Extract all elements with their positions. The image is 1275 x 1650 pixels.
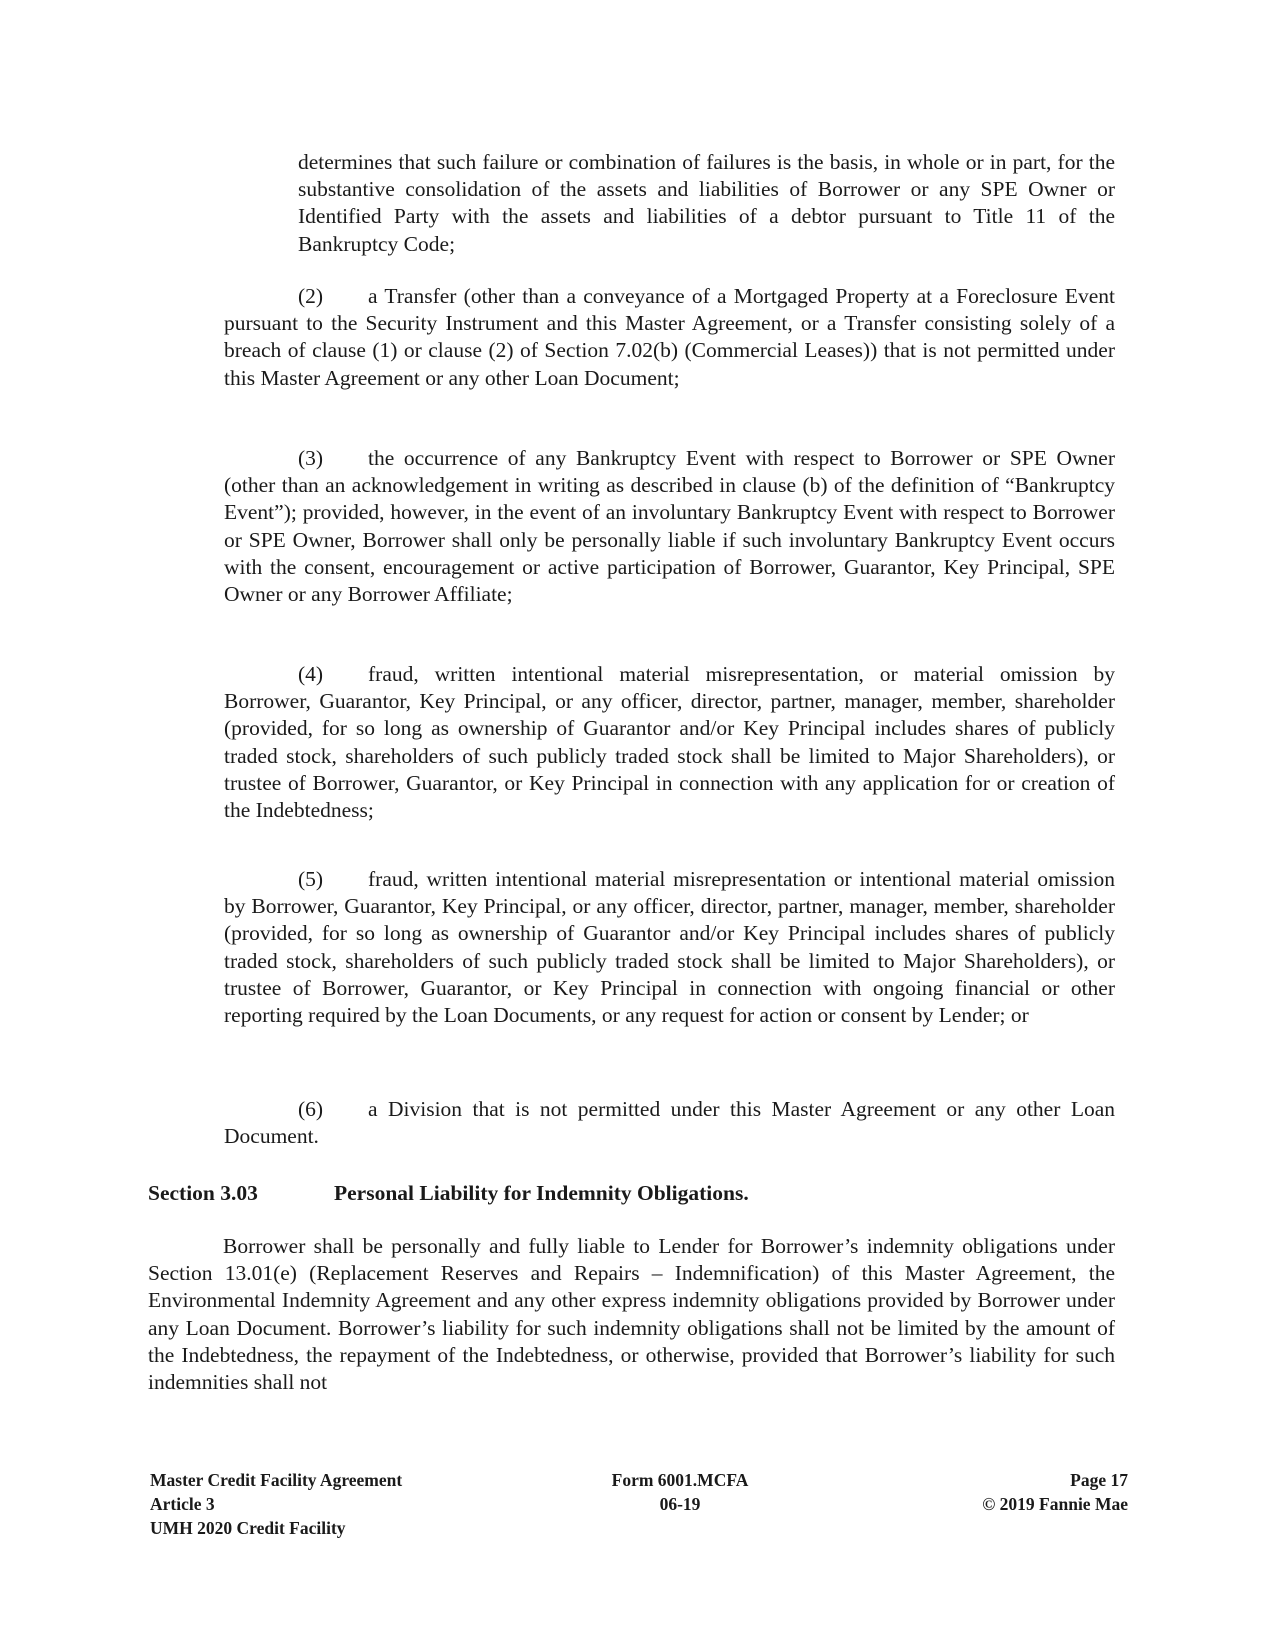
clause-text: a Division that is not permitted under this Master Agreement or any other Loan Document. bbox=[224, 1097, 1115, 1149]
clause-text: fraud, written intentional material misrepresentation or intentional material omission by Borrower, Guarantor, Key Principal, or any officer, director, partner, manager, member, shareholder (provided, for so long as ownership of Guarantor and/or Key Principal includes shares of publicly traded stock, shareholders of such publicly traded stock shall be limited to Major Shareholders), or trustee of Borrower, Guarantor, or Key Principal in connection with ongoing financial or other reporting required by the Loan Documents, or any request for action or consent by Lender; or bbox=[224, 867, 1115, 1028]
footer-copyright: © 2019 Fannie Mae bbox=[982, 1494, 1128, 1514]
section-title: Personal Liability for Indemnity Obligations. bbox=[334, 1181, 749, 1205]
section-heading bbox=[148, 1180, 749, 1207]
clause-number: (2) bbox=[298, 284, 324, 308]
footer-page-number: Page 17 bbox=[1070, 1470, 1128, 1490]
section-body-paragraph: Borrower shall be personally and fully liable to Lender for Borrower’s indemnity obligations under Section 13.01(e) (Replacement Reserves and Repairs – Indemnification) of this Master Agreement, the Environmental Indemnity Agreement and any other express indemnity obligations provided by Borrower under any Loan Document. Borrower’s liability for such indemnity obligations shall not be limited by the amount of the Indebtedness, the repayment of the Indebtedness, or otherwise, provided that Borrower’s liability for such indemnities shall not bbox=[148, 1234, 1115, 1395]
clause-text: fraud, written intentional material misrepresentation, or material omission by Borrower, Guarantor, Key Principal, or any officer, director, partner, manager, member, shareholder (provided, for so long as ownership of Guarantor and/or Key Principal includes shares of publicly traded stock, shareholders of such publicly traded stock shall be limited to Major Shareholders), or trustee of Borrower, Guarantor, or Key Principal in connection with any application for or creation of the Indebtedness; bbox=[224, 662, 1115, 823]
footer-form-number: Form 6001.MCFA bbox=[611, 1470, 749, 1490]
footer-document-title: Master Credit Facility Agreement bbox=[150, 1470, 403, 1490]
clause-3 bbox=[224, 445, 1115, 608]
clause-5 bbox=[224, 866, 1115, 1029]
footer-right bbox=[880, 1468, 1128, 1516]
clause-2 bbox=[224, 283, 1115, 392]
clause-number: (5) bbox=[298, 867, 324, 891]
clause-text: the occurrence of any Bankruptcy Event with respect to Borrower or SPE Owner (other than an acknowledgement in writing as described in clause (b) of the definition of “Bankruptcy Event”); provided, however, in the event of an involuntary Bankruptcy Event with respect to Borrower or SPE Owner, Borrower shall only be personally liable if such involuntary Bankruptcy Event occurs with the consent, encouragement or active participation of Borrower, Guarantor, Key Principal, SPE Owner or any Borrower Affiliate; bbox=[224, 446, 1115, 607]
clause-4 bbox=[224, 661, 1115, 824]
footer-article: Article 3 bbox=[150, 1494, 215, 1514]
continuation-paragraph: determines that such failure or combination of failures is the basis, in whole or in part, for the substantive consolidation of the assets and liabilities of Borrower or any SPE Owner or Identified Party with the assets and liabilities of a debtor pursuant to Title 11 of the Bankruptcy Code; bbox=[298, 150, 1115, 256]
clause-number: (6) bbox=[298, 1097, 324, 1121]
clause-number: (3) bbox=[298, 446, 324, 470]
clause-6 bbox=[224, 1096, 1115, 1150]
footer-form-date: 06-19 bbox=[659, 1494, 701, 1514]
footer-facility-name: UMH 2020 Credit Facility bbox=[150, 1518, 346, 1538]
clause-text: a Transfer (other than a conveyance of a Mortgaged Property at a Foreclosure Event pursuant to the Security Instrument and this Master Agreement, or a Transfer consisting solely of a breach of clause (1) or clause (2) of Section 7.02(b) (Commercial Leases)) that is not permitted under this Master Agreement or any other Loan Document; bbox=[224, 284, 1115, 390]
section-number: Section 3.03 bbox=[148, 1181, 258, 1205]
footer-center bbox=[520, 1468, 840, 1516]
clause-number: (4) bbox=[298, 662, 324, 686]
footer-left bbox=[150, 1468, 402, 1540]
